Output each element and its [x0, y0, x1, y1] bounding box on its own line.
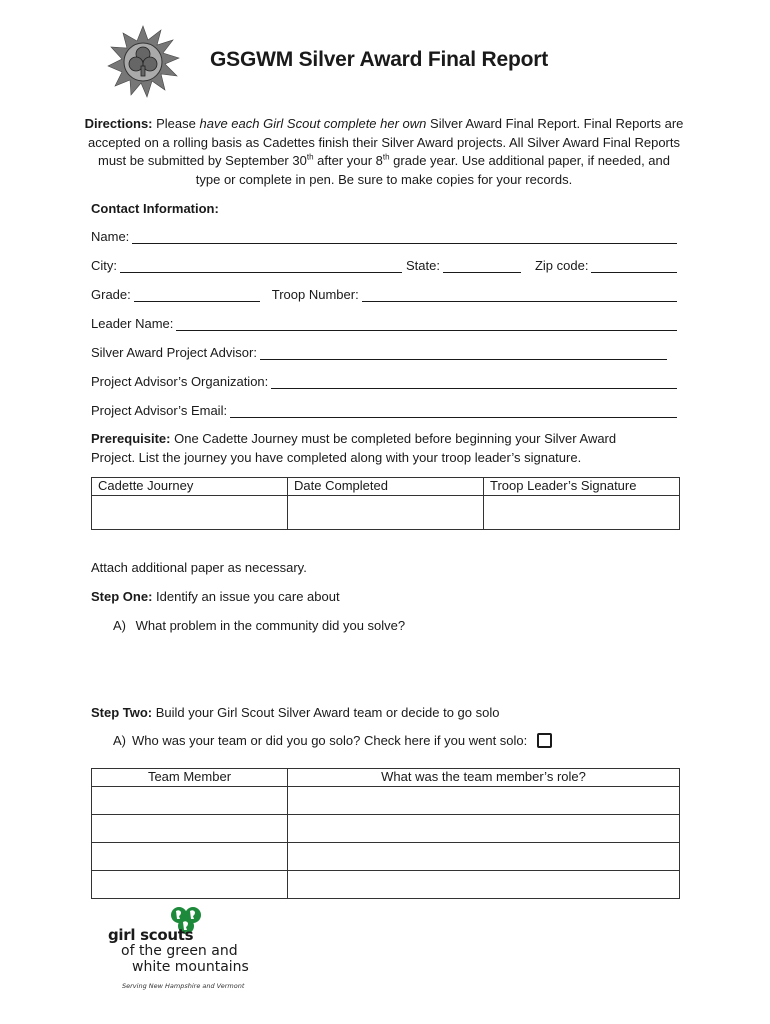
page-title: GSGWM Silver Award Final Report: [210, 48, 549, 71]
name-label: Name:: [91, 229, 130, 244]
logo-tagline: Serving New Hampshire and Vermont: [122, 982, 245, 990]
journey-table: [91, 477, 680, 530]
state-label: State:: [406, 258, 440, 273]
troop-number-label: Troop Number:: [271, 287, 359, 302]
advisor-email-input[interactable]: [230, 403, 677, 418]
logo-line-1: girl scouts: [108, 926, 194, 944]
table-row: [92, 496, 680, 530]
column-header: Team Member: [92, 769, 288, 787]
table-header-row: [92, 478, 680, 496]
member-cell[interactable]: [92, 871, 288, 899]
role-cell[interactable]: [288, 871, 680, 899]
advisor-email-label: Project Advisor’s Email:: [91, 403, 228, 418]
table-row: [92, 871, 680, 899]
role-cell[interactable]: [288, 843, 680, 871]
prerequisite-text: One Cadette Journey must be completed before beginning your Silver Award Project. List the journey you have completed along with your troop leader’s signature.: [91, 431, 617, 465]
question-text: What problem in the community did you solve?: [135, 618, 406, 633]
advisor-email-field: [91, 403, 677, 418]
question-text: Who was your team or did you go solo? Check here if you went solo:: [132, 733, 528, 748]
column-header: Troop Leader’s Signature: [484, 478, 680, 496]
leader-name-label: Leader Name:: [91, 316, 174, 331]
advisor-org-input[interactable]: [271, 374, 677, 389]
column-header: Cadette Journey: [92, 478, 288, 496]
state-input[interactable]: [443, 258, 521, 273]
attach-note: Attach additional paper as necessary.: [91, 560, 307, 575]
role-cell[interactable]: [288, 815, 680, 843]
table-row: [92, 787, 680, 815]
date-cell[interactable]: [288, 496, 484, 530]
question-marker: A): [113, 618, 126, 633]
leader-name-field: [91, 316, 677, 331]
team-table: [91, 768, 680, 899]
question-marker: A): [113, 733, 126, 748]
grade-input[interactable]: [134, 287, 260, 302]
advisor-org-label: Project Advisor’s Organization:: [91, 374, 269, 389]
zip-input[interactable]: [591, 258, 677, 273]
step-one-label: Step One:: [91, 589, 153, 604]
directions-text: Silver Award Final Report. Final Reports are accepted on a rolling basis as Cadettes finish their Silver Award projects. All Silver Award Final Reports must be submitted by September 30: [87, 116, 684, 168]
step-one-question: [113, 617, 405, 634]
member-cell[interactable]: [92, 843, 288, 871]
advisor-label: Silver Award Project Advisor:: [91, 345, 257, 360]
troop-number-input[interactable]: [362, 287, 677, 302]
directions-paragraph: [84, 115, 684, 189]
leader-name-input[interactable]: [176, 316, 677, 331]
logo-line-3: white mountains: [132, 959, 249, 975]
prerequisite-label: Prerequisite:: [91, 431, 171, 446]
column-header: Date Completed: [288, 478, 484, 496]
member-cell[interactable]: [92, 815, 288, 843]
signature-cell[interactable]: [484, 496, 680, 530]
column-header: What was the team member’s role?: [288, 769, 680, 787]
grade-label: Grade:: [91, 287, 131, 302]
trefoil-badge-icon: [105, 24, 181, 100]
step-two-question: [113, 732, 552, 749]
logo-line-2: of the green and: [121, 943, 238, 959]
contact-heading: Contact Information:: [91, 201, 219, 216]
journey-cell[interactable]: [92, 496, 288, 530]
city-input[interactable]: [120, 258, 402, 273]
grade-troop-row: [91, 287, 677, 302]
table-row: [92, 815, 680, 843]
step-one-heading: [91, 588, 340, 605]
advisor-input[interactable]: [260, 345, 667, 360]
name-input[interactable]: [132, 229, 677, 244]
step-one-text: Identify an issue you care about: [152, 589, 340, 604]
role-cell[interactable]: [288, 787, 680, 815]
directions-text: Please: [152, 116, 200, 131]
directions-text: grade year. Use additional paper, if needed, and type or complete in pen. Be sure to make copies for your records.: [195, 153, 670, 187]
member-cell[interactable]: [92, 787, 288, 815]
step-two-text: Build your Girl Scout Silver Award team or decide to go solo: [152, 705, 500, 720]
step-two-heading: [91, 704, 499, 721]
prerequisite-paragraph: [91, 430, 651, 467]
name-field[interactable]: [91, 229, 677, 244]
table-row: [92, 843, 680, 871]
solo-checkbox[interactable]: [537, 733, 552, 748]
city-state-zip-row: [91, 258, 677, 273]
table-header-row: [92, 769, 680, 787]
zip-label: Zip code:: [534, 258, 589, 273]
advisor-org-field: [91, 374, 677, 389]
directions-emphasis: have each Girl Scout complete her own: [199, 116, 427, 131]
superscript: th: [382, 152, 390, 162]
directions-label: Directions:: [84, 116, 153, 131]
advisor-field: [91, 345, 667, 360]
directions-text: after your 8: [313, 153, 383, 168]
step-two-label: Step Two:: [91, 705, 153, 720]
city-label: City:: [91, 258, 117, 273]
superscript: th: [306, 152, 314, 162]
